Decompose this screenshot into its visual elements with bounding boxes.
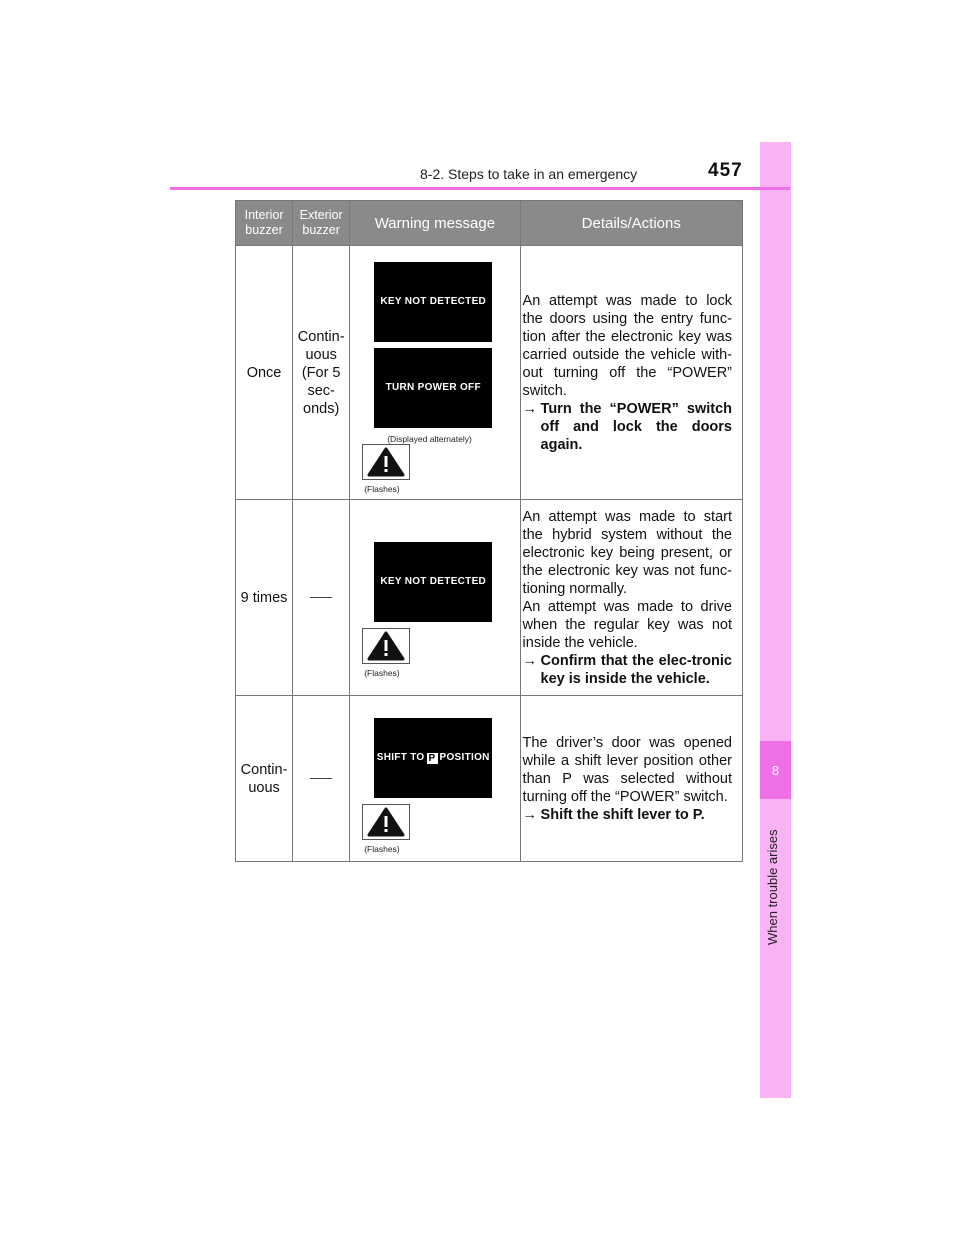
arrow-right-icon: → xyxy=(522,806,538,823)
exterior-buzzer-cell xyxy=(293,500,350,696)
dash-icon xyxy=(310,778,332,779)
exterior-buzzer-cell xyxy=(293,696,350,862)
caption-flashes: (Flashes) xyxy=(364,668,400,678)
header-details-actions: Details/Actions xyxy=(520,201,742,246)
action-line xyxy=(523,400,732,454)
page-number: 457 xyxy=(708,160,743,181)
screen-text: POSITION xyxy=(439,752,490,763)
details-text: An attempt was made to drive when the regular key was not inside the vehicle. xyxy=(522,598,732,651)
warning-message-cell xyxy=(350,500,520,696)
interior-buzzer-cell: 9 times xyxy=(236,500,293,696)
screen-text: KEY NOT DETECTED xyxy=(380,296,487,307)
arrow-right-icon: → xyxy=(522,652,538,669)
action-text: Confirm that the elec-tronic key is inside the vehicle. xyxy=(540,652,732,687)
chapter-side-tab xyxy=(760,142,791,1098)
header-divider xyxy=(170,187,790,190)
chapter-number: 8 xyxy=(760,741,791,799)
chapter-label: When trouble arises xyxy=(765,829,780,945)
interior-buzzer-cell: Contin-uous xyxy=(236,696,293,862)
table-row xyxy=(236,696,743,862)
caption-flashes: (Flashes) xyxy=(364,844,400,854)
table-row xyxy=(236,246,743,500)
header-warning-message: Warning message xyxy=(350,201,520,246)
warning-triangle-icon xyxy=(362,628,410,664)
caption-flashes: (Flashes) xyxy=(364,484,400,494)
details-cell xyxy=(520,696,742,862)
display-screen xyxy=(374,348,492,428)
display-screen xyxy=(374,262,492,342)
screen-text: TURN POWER OFF xyxy=(385,382,481,393)
details-text: An attempt was made to lock the doors using the entry func-tion after the electronic key was carried outside the vehicle with-out turning off the “POWER” switch. xyxy=(522,292,732,399)
warning-triangle-icon xyxy=(362,804,410,840)
display-screen xyxy=(374,718,492,798)
details-cell xyxy=(520,246,742,500)
section-title: 8-2. Steps to take in an emergency xyxy=(420,166,638,182)
details-cell xyxy=(520,500,742,696)
header-interior-buzzer: Interior buzzer xyxy=(236,201,293,246)
action-text: Turn the “POWER” switch off and lock the doors again. xyxy=(540,400,732,453)
table-row xyxy=(236,500,743,696)
warning-message-cell xyxy=(350,696,520,862)
action-line xyxy=(523,652,732,688)
p-box: P xyxy=(428,752,436,764)
arrow-right-icon: → xyxy=(522,400,538,417)
action-text: Shift the shift lever to P. xyxy=(540,806,705,823)
screen-text: SHIFT TO xyxy=(376,752,425,763)
warning-triangle-icon xyxy=(362,444,410,480)
action-line xyxy=(523,806,732,824)
table-header-row xyxy=(236,201,743,246)
exterior-buzzer-cell: Contin-uous (For 5 sec-onds) xyxy=(293,246,350,500)
details-text: The driver’s door was opened while a shift lever position other than P was selected without turning off the “POWER” switch. xyxy=(522,734,732,805)
caption-displayed-alternately: (Displayed alternately) xyxy=(387,434,472,444)
warning-message-cell xyxy=(350,246,520,500)
header-exterior-buzzer: Exterior buzzer xyxy=(293,201,350,246)
warning-table xyxy=(235,200,743,862)
interior-buzzer-cell: Once xyxy=(236,246,293,500)
dash-icon xyxy=(310,597,332,598)
display-screen xyxy=(374,542,492,622)
details-text: An attempt was made to start the hybrid system without the electronic key being present, or the electronic key was not func-tioning normally. xyxy=(522,508,732,597)
screen-text: KEY NOT DETECTED xyxy=(380,576,487,587)
